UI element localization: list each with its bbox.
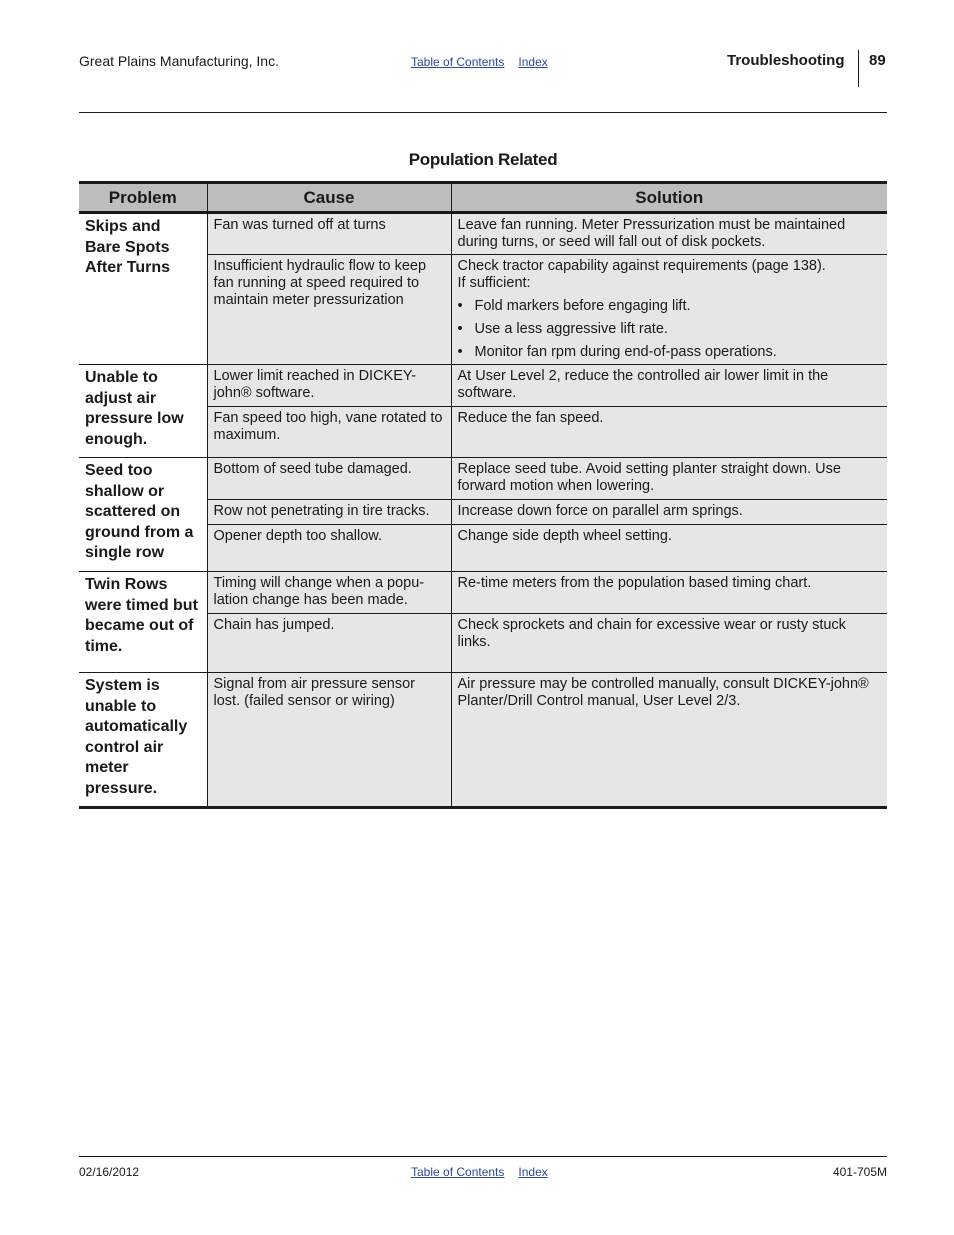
header-nav (411, 55, 562, 69)
header-rule (79, 112, 887, 113)
page-number: 89 (869, 52, 886, 69)
column-header-solution: Solution (451, 183, 887, 213)
cause-cell: Signal from air pressure sensor lost. (failed sensor or wiring) (207, 673, 451, 808)
bullet-item: • Use a less aggressive lift rate. (457, 321, 668, 337)
table-header-row (79, 183, 887, 213)
cause-cell: Bottom of seed tube damaged. (207, 458, 451, 500)
bullet-item: • Monitor fan rpm during end-of-pass operations. (457, 344, 777, 360)
footer-nav (411, 1165, 562, 1179)
header-index-link[interactable]: Index (518, 55, 548, 69)
cause-cell: Opener depth too shallow. (207, 525, 451, 572)
solution-cell: Increase down force on parallel arm springs. (451, 500, 887, 525)
solution-note: If sufficient: (457, 275, 531, 291)
cause-cell: Fan was turned off at turns (207, 213, 451, 255)
footer-index-link[interactable]: Index (518, 1165, 548, 1179)
table-row (79, 365, 887, 407)
cause-cell: Lower limit reached in DICKEY-john® software. (207, 365, 451, 407)
cause-cell: Timing will change when a popu-lation change has been made. (207, 572, 451, 614)
solution-cell: Change side depth wheel setting. (451, 525, 887, 572)
problem-cell: Unable to adjust air pressure low enough. (79, 365, 207, 458)
footer-rule (79, 1156, 887, 1157)
problem-cell: Seed too shallow or scattered on ground from a single row (79, 458, 207, 572)
cause-cell: Fan speed too high, vane rotated to maximum. (207, 407, 451, 458)
table-title: Population Related (408, 150, 558, 169)
solution-cell: At User Level 2, reduce the controlled air lower limit in the software. (451, 365, 887, 407)
solution-cell: Air pressure may be controlled manually, consult DICKEY-john® Planter/Drill Control manual, User Level 2/3. (451, 673, 887, 808)
table-row (79, 572, 887, 614)
header-divider (858, 50, 859, 87)
problem-cell: System is unable to automatically control air meter pressure. (79, 673, 207, 808)
problem-cell: Twin Rows were timed but became out of time. (79, 572, 207, 673)
table-row (79, 458, 887, 500)
solution-cell (451, 255, 887, 365)
column-header-cause: Cause (207, 183, 451, 213)
column-header-problem: Problem (79, 183, 207, 213)
company-name: Great Plains Manufacturing, Inc. (79, 53, 279, 69)
solution-cell: Reduce the fan speed. (451, 407, 887, 458)
solution-text: Check tractor capability against requirements (page 138). (457, 258, 826, 274)
troubleshooting-table (79, 181, 887, 809)
section-title: Troubleshooting (727, 52, 845, 69)
cause-cell: Insufficient hydraulic flow to keep fan running at speed required to maintain meter pressurization (207, 255, 451, 365)
footer-date: 02/16/2012 (79, 1165, 140, 1179)
cause-cell: Chain has jumped. (207, 614, 451, 673)
bullet-item: • Fold markers before engaging lift. (457, 298, 691, 314)
solution-cell: Replace seed tube. Avoid setting planter straight down. Use forward motion when lowering. (451, 458, 887, 500)
cause-cell: Row not penetrating in tire tracks. (207, 500, 451, 525)
document-number: 401-705M (832, 1165, 887, 1179)
solution-cell: Leave fan running. Meter Pressurization must be maintained during turns, or seed will fall out of disk pockets. (451, 213, 887, 255)
footer-toc-link[interactable]: Table of Contents (411, 1165, 505, 1179)
solution-cell: Check sprockets and chain for excessive wear or rusty stuck links. (451, 614, 887, 673)
solution-cell: Re-time meters from the population based timing chart. (451, 572, 887, 614)
header-toc-link[interactable]: Table of Contents (411, 55, 505, 69)
table-row (79, 213, 887, 255)
table-row (79, 673, 887, 808)
problem-cell: Skips and Bare Spots After Turns (79, 213, 207, 365)
